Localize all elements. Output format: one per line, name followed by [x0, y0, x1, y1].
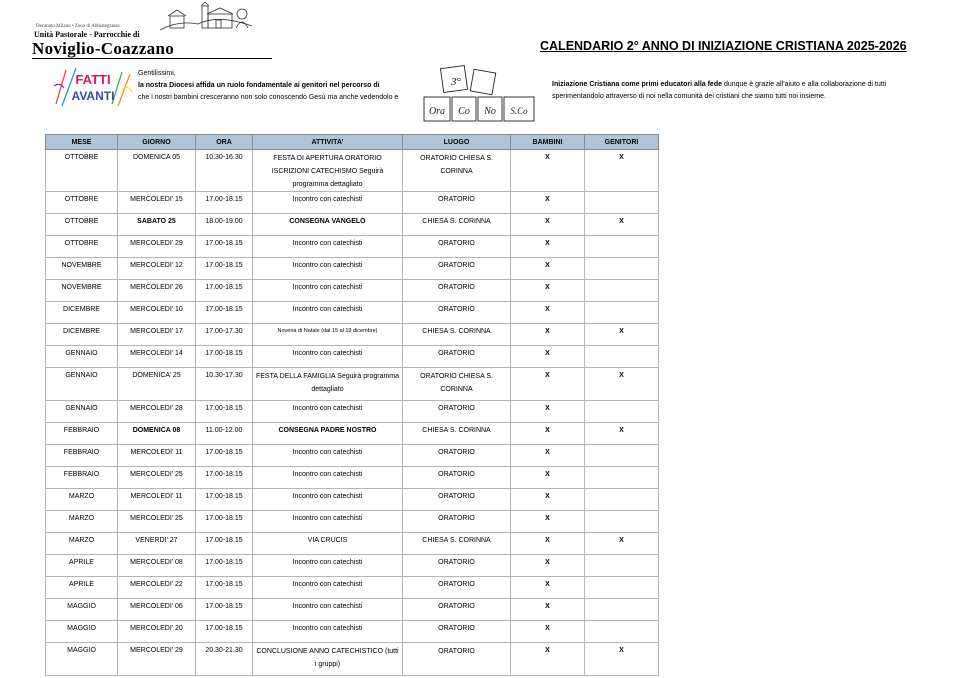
cell-mese: OTTOBRE [46, 236, 118, 258]
table-row [46, 214, 659, 236]
cell-luogo: ORATORIO [403, 236, 511, 258]
logo-divider [32, 58, 272, 59]
cell-luogo: ORATORIO [403, 258, 511, 280]
oracon-block-4: S.Co [510, 106, 528, 116]
cell-ora: 17.00-18.15 [196, 467, 253, 489]
cell-bambini: X [511, 280, 585, 302]
table-row [46, 150, 659, 192]
cell-ora: 17.00-18.15 [196, 236, 253, 258]
cell-mese: OTTOBRE [46, 214, 118, 236]
cell-bambini: X [511, 621, 585, 643]
table-row [46, 489, 659, 511]
cell-mese: GENNAIO [46, 346, 118, 368]
cell-genitori [585, 511, 659, 533]
cell-attivita: FESTA DI APERTURA ORATORIO ISCRIZIONI CATECHISMO Seguirà programma dettagliato [253, 150, 403, 192]
cell-ora: 17.00-18.15 [196, 577, 253, 599]
table-row [46, 467, 659, 489]
cell-genitori: X [585, 423, 659, 445]
cell-ora: 17.00-18.15 [196, 258, 253, 280]
cell-attivita: CONSEGNA VANGELO [253, 214, 403, 236]
cell-giorno: MERCOLEDI’ 29 [118, 643, 196, 676]
intro-left [138, 68, 398, 104]
cell-luogo: CHIESA S. CORINNA [403, 324, 511, 346]
intro-line-2: la nostra Diocesi affida un ruolo fondamentale ai genitori nel percorso di [138, 82, 380, 89]
cell-mese: NOVEMBRE [46, 280, 118, 302]
cell-genitori [585, 302, 659, 324]
cell-mese: MAGGIO [46, 599, 118, 621]
cell-ora: 17.00-18.15 [196, 280, 253, 302]
cell-luogo: ORATORIO CHIESA S. CORINNA [403, 150, 511, 192]
cell-mese: MARZO [46, 511, 118, 533]
cell-genitori [585, 467, 659, 489]
intro-line-3: che i nostri bambini cresceranno non solo conoscendo Gesù ma anche vedendolo e [138, 94, 399, 101]
cell-ora: 17.00-17.30 [196, 324, 253, 346]
cell-mese: FEBBRAIO [46, 467, 118, 489]
cell-attivita: Incontro con catechisti [253, 192, 403, 214]
cell-bambini: X [511, 346, 585, 368]
cell-ora: 17.00-18.15 [196, 533, 253, 555]
cell-giorno: MERCOLEDI’ 29 [118, 236, 196, 258]
cell-attivita: Incontro con catechisti [253, 302, 403, 324]
cell-genitori [585, 445, 659, 467]
oracon-block-3: No [484, 106, 496, 117]
table-row [46, 621, 659, 643]
cell-bambini: X [511, 599, 585, 621]
table-row [46, 258, 659, 280]
cell-genitori [585, 599, 659, 621]
cell-attivita: CONCLUSIONE ANNO CATECHISTICO (tutti i gruppi) [253, 643, 403, 676]
oracon-block-1: Ora [428, 106, 446, 117]
cell-attivita: Incontro con catechisti [253, 258, 403, 280]
cell-attivita: Incontro con catechisti [253, 445, 403, 467]
cell-ora: 17.00-18.15 [196, 445, 253, 467]
cell-attivita: Incontro con catechisti [253, 489, 403, 511]
parish-logo [28, 2, 258, 58]
fatti-text: FATTI [75, 72, 111, 87]
cell-bambini: X [511, 192, 585, 214]
cell-luogo: CHIESA S. CORINNA [403, 423, 511, 445]
cell-bambini: X [511, 423, 585, 445]
cell-genitori [585, 192, 659, 214]
oracon-block-2: Co [458, 106, 470, 117]
cell-attivita: Incontro con catechisti [253, 280, 403, 302]
cell-giorno: MERCOLEDI’ 15 [118, 192, 196, 214]
table-row [46, 599, 659, 621]
intro-right-line-1 [552, 79, 886, 91]
cell-luogo: ORATORIO [403, 489, 511, 511]
cell-ora: 11.00-12.00 [196, 423, 253, 445]
cell-attivita: Incontro con catechisti [253, 236, 403, 258]
cell-ora: 10.30-16.30 [196, 150, 253, 192]
cell-genitori [585, 258, 659, 280]
cell-mese: FEBBRAIO [46, 445, 118, 467]
cell-attivita: Incontro con catechisti [253, 599, 403, 621]
header-attivita: ATTIVITA’ [253, 135, 403, 150]
calendar-body [46, 150, 659, 676]
cell-giorno: MERCOLEDI’ 28 [118, 401, 196, 423]
cell-ora: 17.00-18.15 [196, 192, 253, 214]
cell-bambini: X [511, 324, 585, 346]
cell-luogo: ORATORIO [403, 511, 511, 533]
cell-bambini: X [511, 467, 585, 489]
table-row [46, 368, 659, 401]
cell-genitori [585, 621, 659, 643]
cell-attivita: FESTA DELLA FAMIGLIA Seguirà programma dettagliato [253, 368, 403, 401]
table-row [46, 533, 659, 555]
cell-mese: MAGGIO [46, 643, 118, 676]
cell-giorno: MERCOLEDI’ 25 [118, 467, 196, 489]
intro-right [552, 79, 886, 103]
cell-bambini: X [511, 577, 585, 599]
cell-attivita: Incontro con catechisti [253, 511, 403, 533]
cell-genitori: X [585, 150, 659, 192]
cell-mese: APRILE [46, 555, 118, 577]
cell-giorno: MERCOLEDI’ 26 [118, 280, 196, 302]
table-row [46, 445, 659, 467]
cell-giorno: DOMENICA 05 [118, 150, 196, 192]
cell-giorno: MERCOLEDI’ 14 [118, 346, 196, 368]
table-row [46, 555, 659, 577]
table-row [46, 423, 659, 445]
cell-mese: MARZO [46, 533, 118, 555]
cell-mese: OTTOBRE [46, 192, 118, 214]
header-genitori: GENITORI [585, 135, 659, 150]
cell-bambini: X [511, 401, 585, 423]
cell-genitori [585, 236, 659, 258]
cell-genitori: X [585, 533, 659, 555]
cell-giorno: MERCOLEDI’ 17 [118, 324, 196, 346]
logo-unit: Unità Pastorale - Parrocchie di [34, 30, 140, 39]
cell-mese: DICEMBRE [46, 324, 118, 346]
oraconosco-logo [420, 63, 552, 125]
cell-bambini: X [511, 236, 585, 258]
cell-mese: MAGGIO [46, 621, 118, 643]
cell-luogo: CHIESA S. CORINNA [403, 533, 511, 555]
cell-luogo: ORATORIO CHIESA S. CORINNA [403, 368, 511, 401]
cell-genitori: X [585, 368, 659, 401]
church-drawing-icon [158, 2, 254, 32]
cell-giorno: SABATO 25 [118, 214, 196, 236]
header-mese: MESE [46, 135, 118, 150]
cell-bambini: X [511, 643, 585, 676]
avanti-text: AVANTI [71, 89, 115, 103]
cell-attivita: Incontro con catechisti [253, 401, 403, 423]
cell-ora: 17.00-18.15 [196, 302, 253, 324]
cell-giorno: MERCOLEDI’ 10 [118, 302, 196, 324]
intro-right-bold: Iniziazione Cristiana come primi educatori alla fede [552, 81, 722, 88]
cell-attivita: VIA CRUCIS [253, 533, 403, 555]
cell-bambini: X [511, 258, 585, 280]
table-row [46, 511, 659, 533]
cell-giorno: MERCOLEDI’ 06 [118, 599, 196, 621]
cell-attivita: Novena di Natale (dal 15 al 19 dicembre) [253, 324, 403, 346]
cell-attivita: Incontro con catechisti [253, 467, 403, 489]
table-row [46, 346, 659, 368]
cell-mese: FEBBRAIO [46, 423, 118, 445]
cell-mese: NOVEMBRE [46, 258, 118, 280]
header-giorno: GIORNO [118, 135, 196, 150]
cell-luogo: ORATORIO [403, 445, 511, 467]
cell-bambini: X [511, 368, 585, 401]
cell-giorno: DOMENICA 08 [118, 423, 196, 445]
cell-ora: 17.00-18.15 [196, 599, 253, 621]
cell-mese: GENNAIO [46, 401, 118, 423]
cell-luogo: ORATORIO [403, 302, 511, 324]
logo-name: Noviglio-Coazzano [32, 39, 175, 58]
cell-bambini: X [511, 150, 585, 192]
cell-genitori [585, 401, 659, 423]
header-bambini: BAMBINI [511, 135, 585, 150]
intro-right-rest: dunque è grazie all’aiuto e alla collaborazione di tutti [722, 81, 887, 88]
cell-giorno: MERCOLEDI’ 11 [118, 489, 196, 511]
cell-luogo: ORATORIO [403, 467, 511, 489]
cell-giorno: VENERDI’ 27 [118, 533, 196, 555]
cell-giorno: MERCOLEDI’ 11 [118, 445, 196, 467]
table-row [46, 192, 659, 214]
cell-luogo: ORATORIO [403, 555, 511, 577]
fatti-avanti-logo [52, 64, 134, 110]
table-row [46, 643, 659, 676]
cell-attivita: Incontro con catechisti [253, 555, 403, 577]
cell-bambini: X [511, 445, 585, 467]
cell-attivita: Incontro con catechisti [253, 621, 403, 643]
cell-luogo: ORATORIO [403, 599, 511, 621]
cell-attivita: Incontro con catechisti [253, 577, 403, 599]
cell-giorno: DOMENICA’ 25 [118, 368, 196, 401]
cell-ora: 17.00-18.15 [196, 401, 253, 423]
logo-subtitle: Decanato Milano • Zona di Abbiategrasso [36, 24, 120, 29]
cell-mese: APRILE [46, 577, 118, 599]
cell-genitori [585, 555, 659, 577]
cell-bambini: X [511, 214, 585, 236]
cell-luogo: ORATORIO [403, 401, 511, 423]
cell-ora: 17.00-18.15 [196, 489, 253, 511]
cell-mese: DICEMBRE [46, 302, 118, 324]
cell-bambini: X [511, 302, 585, 324]
table-row [46, 577, 659, 599]
cell-luogo: ORATORIO [403, 346, 511, 368]
cell-luogo: ORATORIO [403, 643, 511, 676]
cell-ora: 10.30-17.30 [196, 368, 253, 401]
cell-genitori [585, 489, 659, 511]
cell-luogo: ORATORIO [403, 621, 511, 643]
cell-genitori: X [585, 324, 659, 346]
cell-ora: 17.00-18.15 [196, 511, 253, 533]
cell-mese: MARZO [46, 489, 118, 511]
page-title: CALENDARIO 2° ANNO DI INIZIAZIONE CRISTIANA 2025-2026 [540, 39, 907, 53]
cell-luogo: ORATORIO [403, 577, 511, 599]
cell-attivita: CONSEGNA PADRE NOSTRO [253, 423, 403, 445]
cell-luogo: ORATORIO [403, 280, 511, 302]
cell-genitori: X [585, 643, 659, 676]
calendar-table [45, 134, 659, 676]
cell-bambini: X [511, 489, 585, 511]
table-row [46, 401, 659, 423]
intro-greeting: Gentilissimi, [138, 70, 176, 77]
cell-giorno: MERCOLEDI’ 12 [118, 258, 196, 280]
cell-giorno: MERCOLEDI’ 25 [118, 511, 196, 533]
cell-genitori [585, 280, 659, 302]
cell-ora: 17.00-18.15 [196, 621, 253, 643]
cell-mese: GENNAIO [46, 368, 118, 401]
cell-ora: 18.00-19.00 [196, 214, 253, 236]
intro-right-line-2: sperimentandolo attraverso di noi nella comunità dei cristiani che siamo tutti noi insieme. [552, 93, 826, 100]
table-header-row [46, 135, 659, 150]
header-ora: ORA [196, 135, 253, 150]
cell-luogo: CHIESA S. CORINNA [403, 214, 511, 236]
cell-ora: 17.00-18.15 [196, 346, 253, 368]
header-luogo: LUOGO [403, 135, 511, 150]
cell-genitori [585, 346, 659, 368]
cell-ora: 17.00-18.15 [196, 555, 253, 577]
table-row [46, 324, 659, 346]
cell-bambini: X [511, 555, 585, 577]
cell-luogo: ORATORIO [403, 192, 511, 214]
cell-attivita: Incontro con catechisti [253, 346, 403, 368]
table-row [46, 280, 659, 302]
cell-genitori: X [585, 214, 659, 236]
cell-mese: OTTOBRE [46, 150, 118, 192]
cell-bambini: X [511, 511, 585, 533]
cell-giorno: MERCOLEDI’ 22 [118, 577, 196, 599]
cell-giorno: MERCOLEDI’ 08 [118, 555, 196, 577]
table-row [46, 236, 659, 258]
oracon-top-text: 3° [451, 76, 461, 88]
cell-genitori [585, 577, 659, 599]
table-row [46, 302, 659, 324]
cell-giorno: MERCOLEDI’ 20 [118, 621, 196, 643]
cell-ora: 20.30-21.30 [196, 643, 253, 676]
cell-bambini: X [511, 533, 585, 555]
